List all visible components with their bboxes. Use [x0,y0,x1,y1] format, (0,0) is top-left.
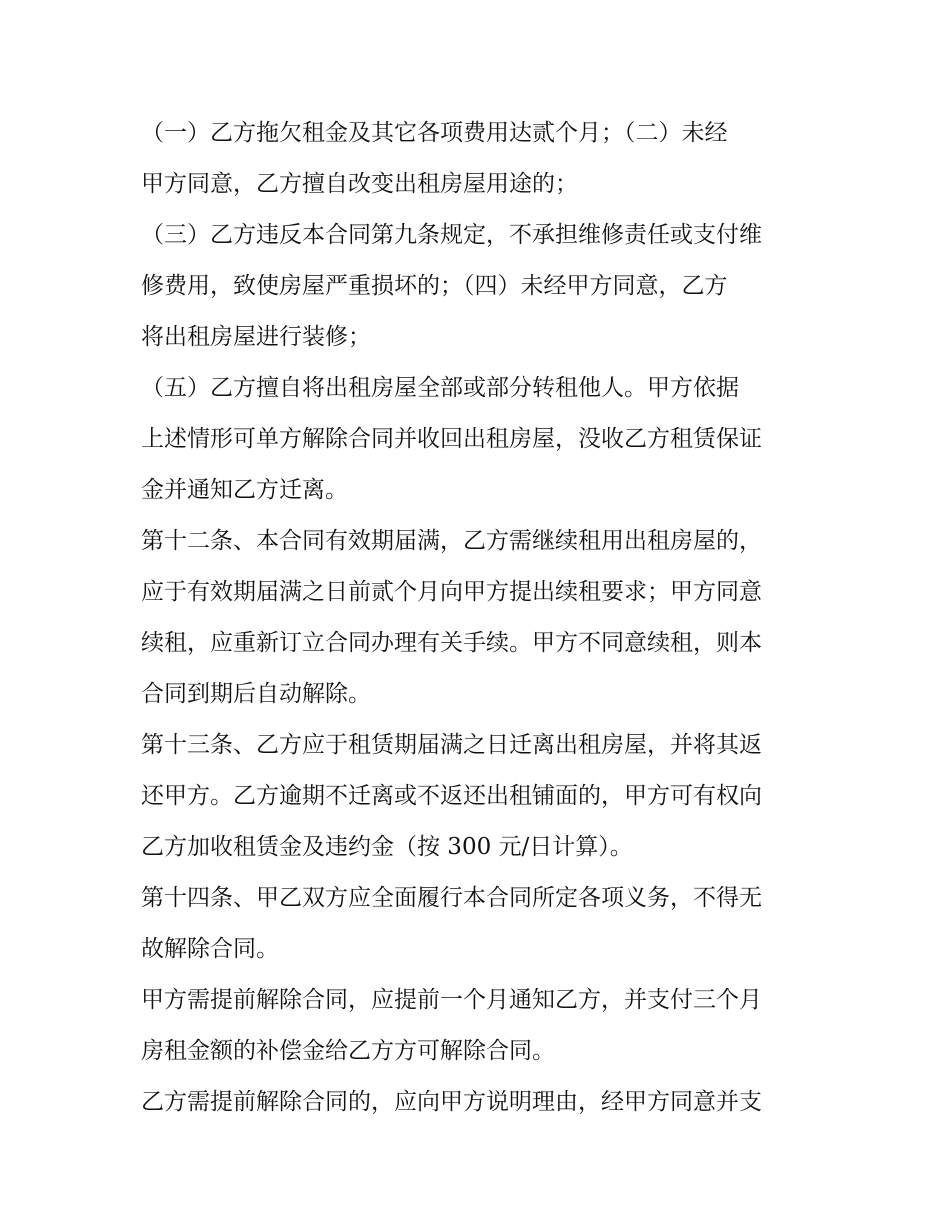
text-line: 乙方加收租赁金及违约金（按 300 元/日计算）。 [141,834,633,860]
text-line: 甲方需提前解除合同，应提前一个月通知乙方，并支付三个月 [141,987,762,1013]
text-line: 将出租房屋进行装修； [141,324,371,350]
text-line: （五）乙方擅自将出租房屋全部或部分转租他人。甲方依据 [141,375,739,401]
text-line: 上述情形可单方解除合同并收回出租房屋，没收乙方租赁保证 [141,426,762,452]
contract-text [141,108,821,1128]
text-line: 金并通知乙方迁离。 [141,477,348,503]
text-line: 应于有效期届满之日前贰个月向甲方提出续租要求；甲方同意 [141,579,762,605]
text-line: 第十二条、本合同有效期届满，乙方需继续租用出租房屋的， [141,528,762,554]
text-line: 乙方需提前解除合同的，应向甲方说明理由，经甲方同意并支 [141,1089,762,1115]
text-line: （三）乙方违反本合同第九条规定，不承担维修责任或支付维 [141,222,762,248]
text-line: 修费用，致使房屋严重损坏的；（四）未经甲方同意，乙方 [141,273,728,299]
text-line: 第十三条、乙方应于租赁期届满之日迁离出租房屋，并将其返 [141,732,762,758]
text-line: 甲方同意，乙方擅自改变出租房屋用途的； [141,171,578,197]
text-line: 合同到期后自动解除。 [141,681,371,707]
text-line: 续租，应重新订立合同办理有关手续。甲方不同意续租，则本 [141,630,762,656]
text-line: 故解除合同。 [141,936,279,962]
text-line: 房租金额的补偿金给乙方方可解除合同。 [141,1038,555,1064]
text-line: 还甲方。乙方逾期不迁离或不返还出租铺面的，甲方可有权向 [141,783,762,809]
text-line: （一）乙方拖欠租金及其它各项费用达贰个月；（二）未经 [141,120,728,146]
text-line: 第十四条、甲乙双方应全面履行本合同所定各项义务，不得无 [141,885,762,911]
